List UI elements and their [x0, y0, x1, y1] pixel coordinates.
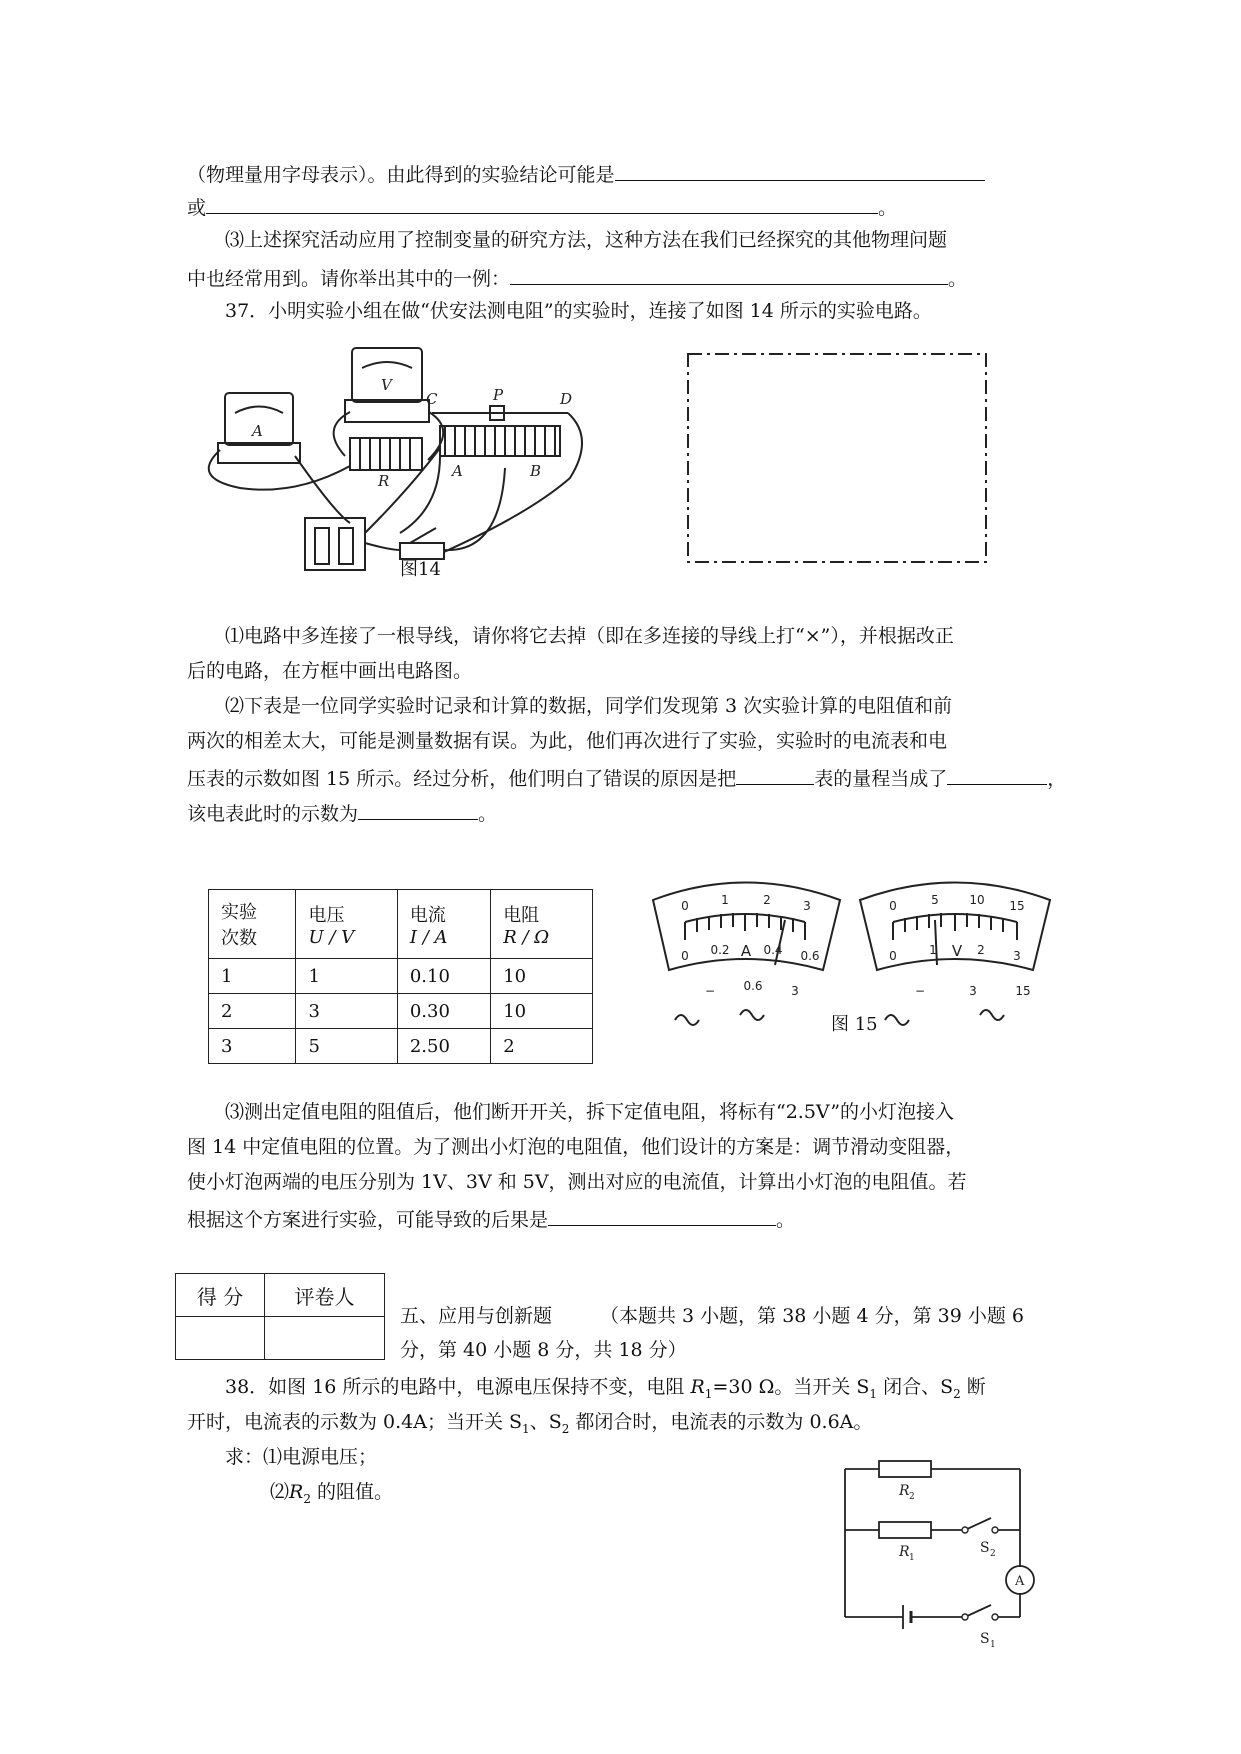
q36-example-blank[interactable]: [510, 264, 948, 285]
voltmeter-top-tick: 0: [889, 899, 897, 913]
q37-meter-blank[interactable]: [736, 764, 814, 785]
fig14-label-R: R: [378, 472, 390, 490]
section5-note-line2: 分，第 40 小题 8 分，共 18 分）: [400, 1339, 687, 1361]
table-cell: 10: [491, 994, 593, 1029]
q37-part3-line4: 根据这个方案进行实验，可能导致的后果是 。: [187, 1205, 795, 1232]
fig16-label-r1: R: [899, 1544, 910, 1560]
score-input-cell[interactable]: [176, 1317, 265, 1360]
q36-line1: （物理量用字母表示）。由此得到的实验结论可能是: [187, 160, 985, 187]
fig16-switch-s1: [965, 1605, 991, 1617]
fig16-label-s1-sub: 1: [990, 1640, 996, 1650]
q37-intro: 37．小明实验小组在做“伏安法测电阻”的实验时，连接了如图 14 所示的实验电路。: [225, 300, 932, 322]
fig14-label-V-meter: V: [381, 376, 392, 394]
voltmeter-terminal-label: −: [914, 984, 926, 998]
voltmeter-terminal-label: 3: [969, 984, 977, 998]
table-header-row: [209, 890, 593, 959]
ammeter-terminal-label: 3: [791, 984, 799, 998]
voltmeter-terminal-label: 15: [1015, 984, 1031, 998]
q36-part3-line2: 中也经常用到。请你举出其中的一例： 。: [187, 264, 967, 291]
table-row: [209, 994, 593, 1029]
figure-16-circuit: [835, 1455, 1065, 1655]
voltmeter-top-tick: 15: [1009, 899, 1025, 913]
q38-ask2: $⑵R_2$ 的阻值。: [270, 1481, 394, 1506]
ammeter-top-tick: 3: [803, 899, 811, 913]
table-cell: 3: [209, 1029, 296, 1064]
voltmeter-bottom-tick: 3: [1013, 949, 1021, 963]
figure-14-caption: 图14: [400, 559, 441, 580]
table-cell: 1: [296, 959, 397, 994]
q36-part3-line1: ⑶上述探究活动应用了控制变量的研究方法，这种方法在我们已经探究的其他物理问题: [225, 229, 948, 251]
q38-line2: 开时，电流表的示数为 0.4A；当开关 $S_1$、$S_2$ 都闭合时，电流表的示数为 0.6A。: [187, 1411, 873, 1436]
voltmeter-bottom-tick: 0: [889, 949, 897, 963]
fig16-label-s1: S: [980, 1631, 990, 1647]
ammeter-bottom-tick: 0: [681, 949, 689, 963]
voltmeter-letter: V: [951, 942, 963, 960]
voltmeter-bottom-tick: 2: [977, 943, 985, 957]
q37-part2-line1: ⑵下表是一位同学实验时记录和计算的数据，同学们发现第 3 次实验计算的电阻值和前: [225, 695, 953, 717]
table-cell: 2.50: [397, 1029, 490, 1064]
score-label: 得 分: [176, 1274, 265, 1317]
ammeter-top-tick: 1: [721, 893, 729, 907]
q36-conclusion-blank-1[interactable]: [615, 160, 985, 181]
ammeter-terminal-label: −: [704, 984, 716, 998]
table-cell: 5: [296, 1029, 397, 1064]
voltmeter-top-tick: 5: [931, 893, 939, 907]
fig16-label-r2-sub: 2: [909, 1492, 915, 1502]
data-table: [208, 889, 593, 1064]
fig16-label-s2: S: [980, 1540, 990, 1556]
table-header-cell: 电阻 R / Ω: [491, 890, 593, 959]
table-row: [209, 1029, 593, 1064]
grader-label: 评卷人: [265, 1274, 385, 1317]
q36-line2: 或 。: [187, 193, 897, 220]
fig14-label-P: P: [493, 386, 504, 404]
table-cell: 2: [491, 1029, 593, 1064]
q37-reading-blank[interactable]: [358, 799, 478, 820]
ammeter-letter: A: [740, 942, 752, 960]
q38-line1: 38．如图 16 所示的电路中，电源电压保持不变，电阻 $R_1=30$ Ω。当开关 $S_1$ 闭合、$S_2$ 断: [225, 1376, 986, 1401]
q37-part2-line3: 压表的示数如图 15 所示。经过分析，他们明白了错误的原因是把 表的量程当成了 ，: [187, 764, 1066, 791]
table-cell: 3: [296, 994, 397, 1029]
circuit-drawing-box[interactable]: [686, 352, 990, 566]
ammeter-top-tick: 0: [681, 899, 689, 913]
voltmeter-bottom-tick: 1: [929, 943, 937, 957]
q37-part3-line2: 图 14 中定值电阻的位置。为了测出小灯泡的电阻值，他们设计的方案是：调节滑动变阻器，: [187, 1136, 965, 1158]
q37-range-blank[interactable]: [947, 764, 1047, 785]
fig16-resistor-r2: [879, 1461, 931, 1477]
table-cell: 0.10: [397, 959, 490, 994]
ammeter-bottom-tick: 0.2: [710, 943, 730, 957]
table-cell: 0.30: [397, 994, 490, 1029]
fig16-switch-s2: [965, 1518, 991, 1530]
grader-input-cell[interactable]: [265, 1317, 385, 1360]
ammeter-terminal-label: 0.6: [743, 979, 763, 993]
table-row: [209, 959, 593, 994]
fig14-label-A-meter: A: [252, 422, 263, 440]
ammeter-bottom-tick: 0.6: [800, 949, 820, 963]
fig16-label-s2-sub: 2: [990, 1549, 996, 1559]
ammeter-bottom-tick: 0.4: [763, 943, 783, 957]
q37-part1-line2: 后的电路，在方框中画出电路图。: [187, 660, 473, 682]
q37-part3-line1: ⑶测出定值电阻的阻值后，他们断开开关，拆下定值电阻，将标有“2.5V”的小灯泡接入: [225, 1101, 955, 1123]
q36-conclusion-blank-2[interactable]: [206, 193, 878, 214]
fig14-rheostat: [440, 426, 560, 456]
table-cell: 10: [491, 959, 593, 994]
q37-consequence-blank[interactable]: [548, 1205, 776, 1226]
table-header-cell: 实验 次数: [209, 890, 296, 959]
score-table: [175, 1273, 385, 1360]
figure-15-caption: 图 15: [831, 1014, 878, 1035]
fig16-label-r2: R: [899, 1483, 910, 1499]
fig16-resistor-r1: [879, 1522, 931, 1538]
fig14-label-A: A: [452, 462, 463, 480]
table-cell: 2: [209, 994, 296, 1029]
table-header-cell: 电压 U / V: [296, 890, 397, 959]
q37-part3-line3: 使小灯泡两端的电压分别为 1V、3V 和 5V，测出对应的电流值，计算出小灯泡的电阻值。若: [187, 1171, 967, 1193]
fig16-label-r1-sub: 1: [909, 1553, 915, 1563]
q37-part2-line4: 该电表此时的示数为 。: [187, 799, 497, 826]
fig14-label-B: B: [530, 462, 542, 480]
fig14-label-D: D: [560, 390, 573, 408]
fig14-label-C: C: [426, 390, 438, 408]
section5-note-line1: （本题共 3 小题，第 38 小题 4 分，第 39 小题 6: [600, 1305, 1024, 1327]
q37-part2-line2: 两次的相差太大，可能是测量数据有误。为此，他们再次进行了实验，实验时的电流表和电: [187, 730, 948, 752]
voltmeter-top-tick: 10: [969, 893, 985, 907]
section5-title: 五、应用与创新题: [400, 1305, 553, 1327]
q37-part1-line1: ⑴电路中多连接了一根导线，请你将它去掉（即在多连接的导线上打“×”），并根据改正: [225, 625, 954, 647]
table-cell: 1: [209, 959, 296, 994]
figure-14-circuit: [200, 338, 600, 588]
q38-ask1: 求：⑴电源电压；: [225, 1446, 378, 1468]
fig16-label-ammeter: A: [1015, 1574, 1025, 1589]
table-header-cell: 电流 I / A: [397, 890, 490, 959]
ammeter-top-tick: 2: [763, 893, 771, 907]
